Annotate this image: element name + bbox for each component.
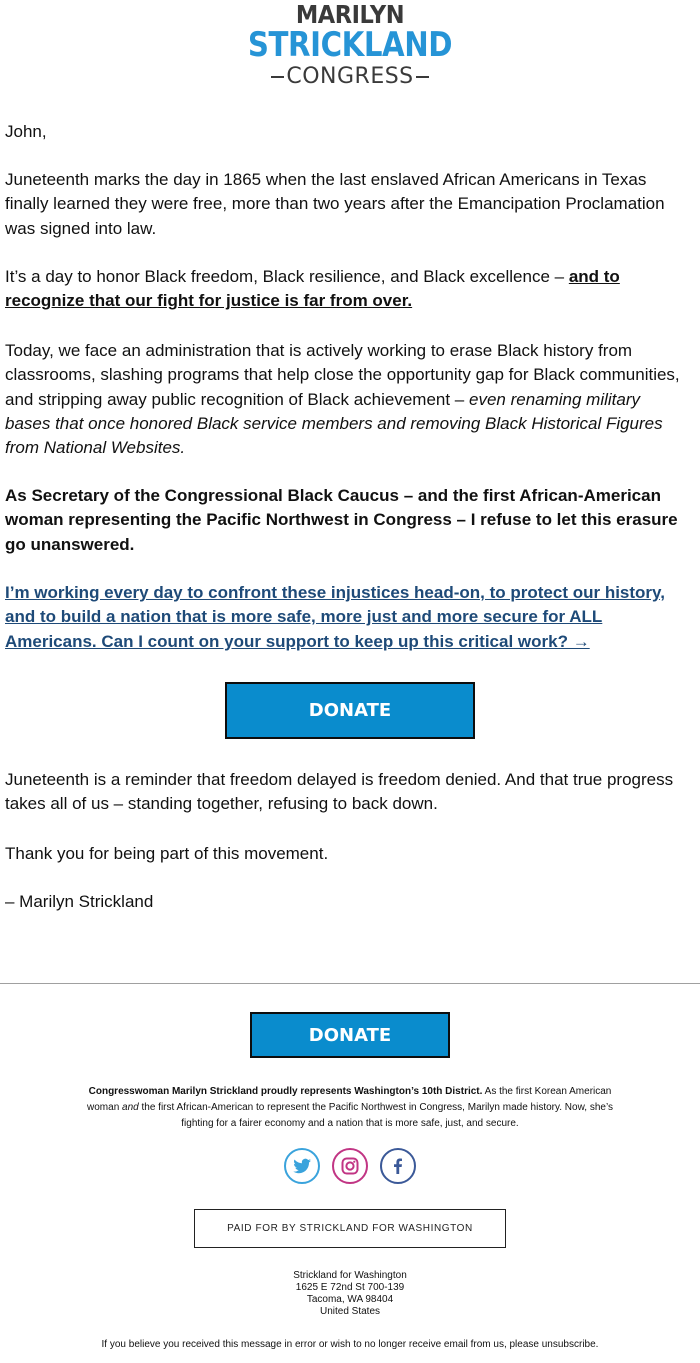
twitter-link[interactable] <box>284 1148 320 1184</box>
paragraph-6: Juneteenth is a reminder that freedom delayed is freedom denied. And that true progress takes all of us – standing together, refusing to back down. <box>5 770 674 814</box>
instagram-icon <box>334 1150 366 1182</box>
paragraph-3-italic: even renaming military bases that once honored Black service members and removing Black Historical Figures from National Websites. <box>5 389 663 458</box>
paragraph-1: Juneteenth marks the day in 1865 when the last enslaved African Americans in Texas finally learned they were free, more than two years after the Emancipation Proclamation was signed into law. <box>5 170 665 238</box>
social-links <box>0 1148 700 1188</box>
logo-congress-text: CONGRESS <box>286 64 414 89</box>
paragraph-2 <box>5 265 690 314</box>
campaign-logo <box>0 0 700 100</box>
footer-blurb <box>75 1084 625 1132</box>
paragraph-4-bold: As Secretary of the Congressional Black Caucus – and the first African-American woman representing the Pacific Northwest in Congress – I refuse to let this erasure go unanswered. <box>5 486 678 554</box>
greeting: John, <box>5 122 47 141</box>
facebook-icon <box>382 1150 414 1182</box>
footer-donate-button[interactable]: DONATE <box>250 1012 450 1058</box>
twitter-icon <box>286 1150 318 1182</box>
unsubscribe-notice <box>0 1338 700 1352</box>
logo-dash-left <box>271 76 284 78</box>
address-line: Tacoma, WA 98404 <box>306 1294 394 1305</box>
address-line: 1625 E 72nd St 700-139 <box>295 1282 405 1293</box>
logo-congress <box>0 62 700 92</box>
footer-divider <box>0 983 700 984</box>
footer-blurb-text-b: the first African-American to represent the Pacific Northwest in Congress, Marilyn made history. Now, she’s fighting for a fairer economy and a nation that is more safe, just, and secure. <box>138 1102 613 1129</box>
paragraph-3 <box>5 339 690 460</box>
facebook-link[interactable] <box>380 1148 416 1184</box>
address-line: United States <box>319 1306 381 1317</box>
instagram-link[interactable] <box>332 1148 368 1184</box>
footer-blurb-bold: Congresswoman Marilyn Strickland proudly represents Washington’s 10th District. <box>88 1086 483 1097</box>
unsubscribe-link[interactable]: If you believe you received this message in error or wish to no longer receive email from us, please unsubscribe. <box>101 1339 599 1350</box>
signature: – Marilyn Strickland <box>5 892 154 911</box>
donate-button[interactable]: DONATE <box>225 682 475 739</box>
logo-first-name: MARILYN <box>295 0 405 29</box>
paragraph-7: Thank you for being part of this movement. <box>5 844 329 863</box>
justice-link[interactable]: and to recognize that our fight for justice is far from over. <box>5 267 620 311</box>
paragraph-5 <box>5 581 690 654</box>
address-line: Strickland for Washington <box>293 1270 407 1281</box>
logo-dash-right <box>416 76 429 78</box>
paragraph-3-text: Today, we face an administration that is actively working to erase Black history from classrooms, slashing programs that help close the opportunity gap for Black communities, and stripping away public recognition of Black achievement – <box>5 341 680 409</box>
paragraph-2-text: It’s a day to honor Black freedom, Black resilience, and Black excellence – <box>5 267 569 286</box>
footer-blurb-and: and <box>122 1102 139 1113</box>
support-link[interactable]: I’m working every day to confront these injustices head-on, to protect our history, and to build a nation that is more safe, more just and more secure for ALL Americans. Can I count on your support to keep up this critical work? → <box>5 583 665 651</box>
mailing-address <box>0 1270 700 1318</box>
paragraph-4 <box>5 484 690 557</box>
footer-blurb-text-a: As the first Korean American woman <box>87 1086 612 1113</box>
paid-for-disclaimer: PAID FOR BY STRICKLAND FOR WASHINGTON <box>194 1209 506 1248</box>
logo-last-name: STRICKLAND <box>247 25 453 65</box>
